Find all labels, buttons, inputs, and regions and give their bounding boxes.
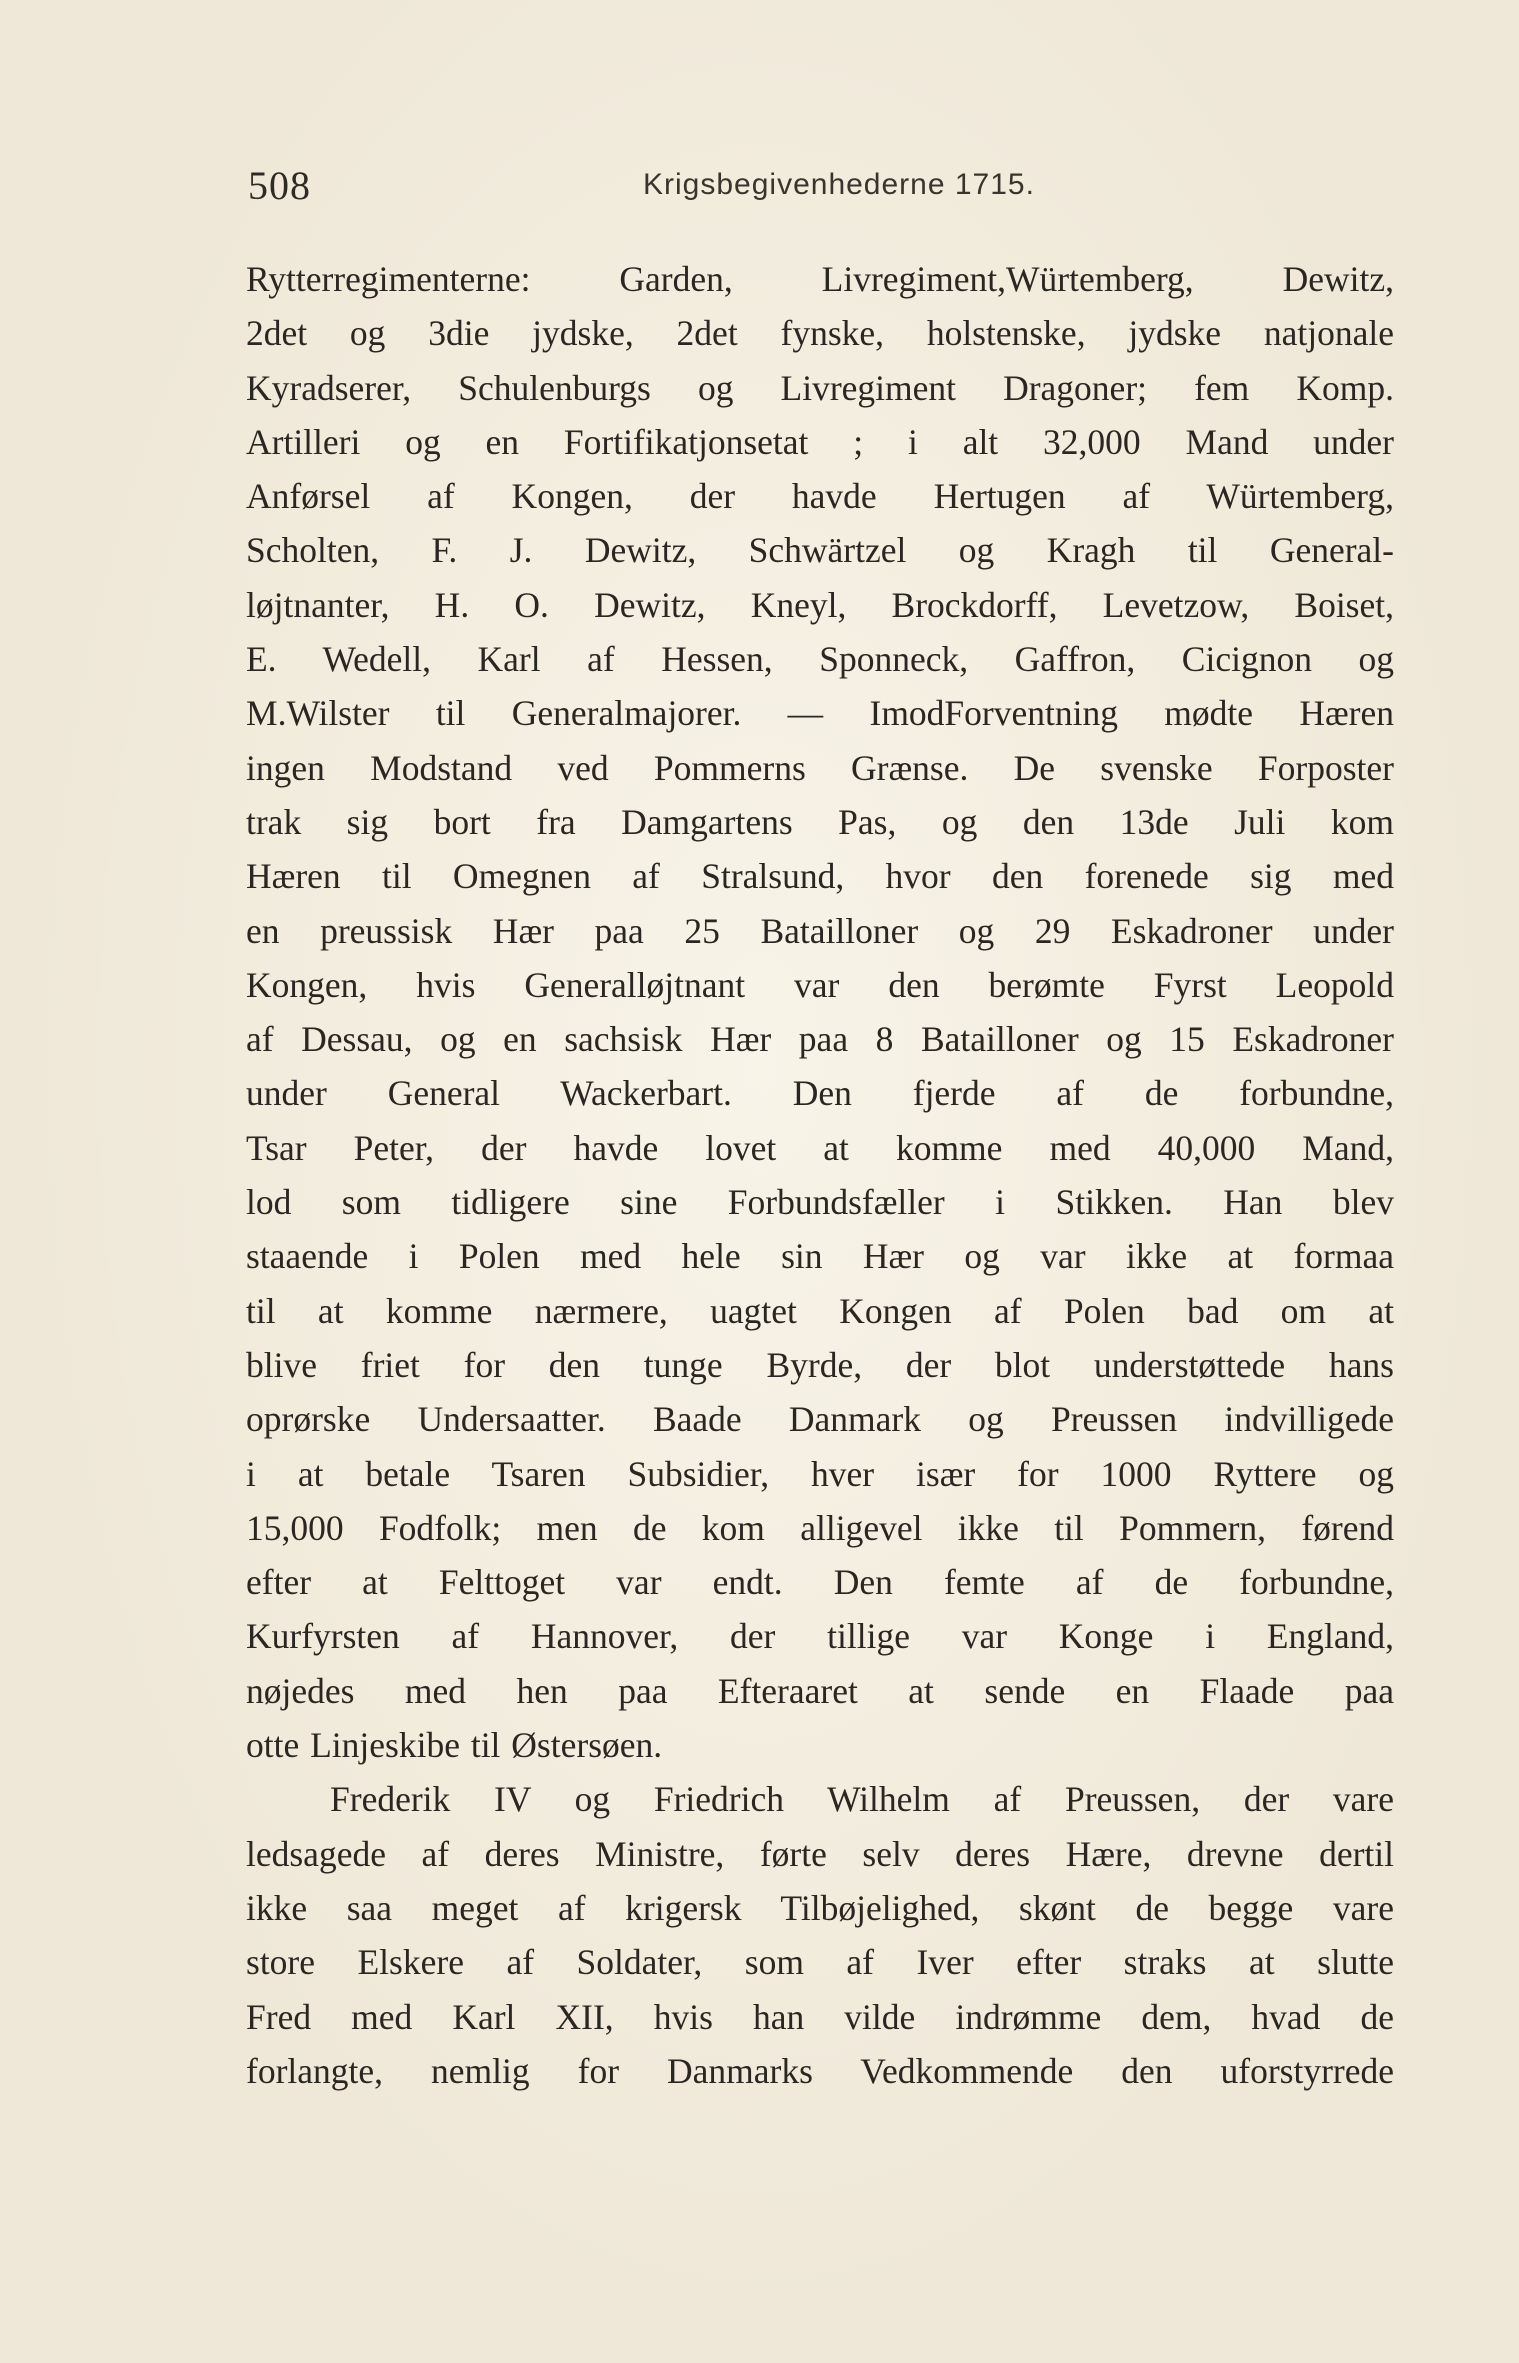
text-line: Artilleri og en Fortifikatjonsetat ; i alt 32,000 Mand under — [246, 421, 1394, 462]
text-line: lod som tidligere sine Forbundsfæller i Stikken. Han blev — [246, 1182, 1394, 1223]
text-line: ikke saa meget af krigersk Tilbøjelighed, skønt de begge vare — [246, 1887, 1394, 1928]
text-line: ingen Modstand ved Pommerns Grænse. De svenske Forposter — [246, 747, 1394, 788]
text-line: forlangte, nemlig for Danmarks Vedkommende den uforstyrrede — [246, 2050, 1394, 2091]
text-line: løjtnanter, H. O. Dewitz, Kneyl, Brockdorff, Levetzow, Boiset, — [246, 584, 1394, 625]
text-line: Kyradserer, Schulenburgs og Livregiment Dragoner; fem Komp. — [246, 367, 1394, 408]
text-line: blive friet for den tunge Byrde, der blot understøttede hans — [246, 1344, 1394, 1385]
text-line: staaende i Polen med hele sin Hær og var ikke at formaa — [246, 1236, 1394, 1277]
page-number: 508 — [248, 163, 311, 208]
text-line: trak sig bort fra Damgartens Pas, og den 13de Juli kom — [246, 801, 1394, 842]
text-line: i at betale Tsaren Subsidier, hver især for 1000 Ryttere og — [246, 1453, 1394, 1494]
text-line: af Dessau, og en sachsisk Hær paa 8 Batailloner og 15 Eskadroner — [246, 1019, 1394, 1060]
text-line: Tsar Peter, der havde lovet at komme med 40,000 Mand, — [246, 1127, 1394, 1168]
text-line: Fred med Karl XII, hvis han vilde indrømme dem, hvad de — [246, 1996, 1394, 2037]
text-line: 15,000 Fodfolk; men de kom alligevel ikke til Pommern, førend — [246, 1507, 1394, 1548]
text-line: Hæren til Omegnen af Stralsund, hvor den forenede sig med — [246, 856, 1394, 897]
text-line: nøjedes med hen paa Efteraaret at sende en Flaade paa — [246, 1670, 1394, 1711]
text-line: E. Wedell, Karl af Hessen, Sponneck, Gaffron, Cicignon og — [246, 639, 1394, 680]
body-text — [246, 252, 1394, 2098]
text-line: ledsagede af deres Ministre, førte selv deres Hære, drevne dertil — [246, 1833, 1394, 1874]
text-line: 2det og 3die jydske, 2det fynske, holstenske, jydske natjonale — [246, 313, 1394, 354]
paragraph — [246, 1772, 1394, 2098]
text-line: Rytterregimenterne: Garden, Livregiment,Würtemberg, Dewitz, — [246, 259, 1394, 299]
text-line: M.Wilster til Generalmajorer. — ImodForventning mødte Hæren — [246, 693, 1394, 734]
text-line: til at komme nærmere, uagtet Kongen af Polen bad om at — [246, 1290, 1394, 1331]
text-line: store Elskere af Soldater, som af Iver efter straks at slutte — [246, 1942, 1394, 1983]
text-line: oprørske Undersaatter. Baade Danmark og Preussen indvilligede — [246, 1399, 1394, 1440]
running-title: Krigsbegivenhederne 1715. — [643, 168, 1035, 201]
text-line: otte Linjeskibe til Østersøen. — [246, 1725, 663, 1766]
text-line: en preussisk Hær paa 25 Batailloner og 29 Eskadroner under — [246, 910, 1394, 951]
text-line: Frederik IV og Friedrich Wilhelm af Preussen, der vare — [330, 1779, 1394, 1820]
text-line: Kongen, hvis Generalløjtnant var den berømte Fyrst Leopold — [246, 964, 1394, 1005]
text-line: efter at Felttoget var endt. Den femte af de forbundne, — [246, 1562, 1394, 1603]
text-line: under General Wackerbart. Den fjerde af de forbundne, — [246, 1073, 1394, 1114]
page-header — [248, 158, 1398, 218]
text-line: Scholten, F. J. Dewitz, Schwärtzel og Kragh til General- — [246, 530, 1394, 571]
text-line: Kurfyrsten af Hannover, der tillige var Konge i England, — [246, 1616, 1394, 1657]
paragraph — [246, 252, 1394, 1772]
text-line: Anførsel af Kongen, der havde Hertugen af Würtemberg, — [246, 476, 1394, 517]
